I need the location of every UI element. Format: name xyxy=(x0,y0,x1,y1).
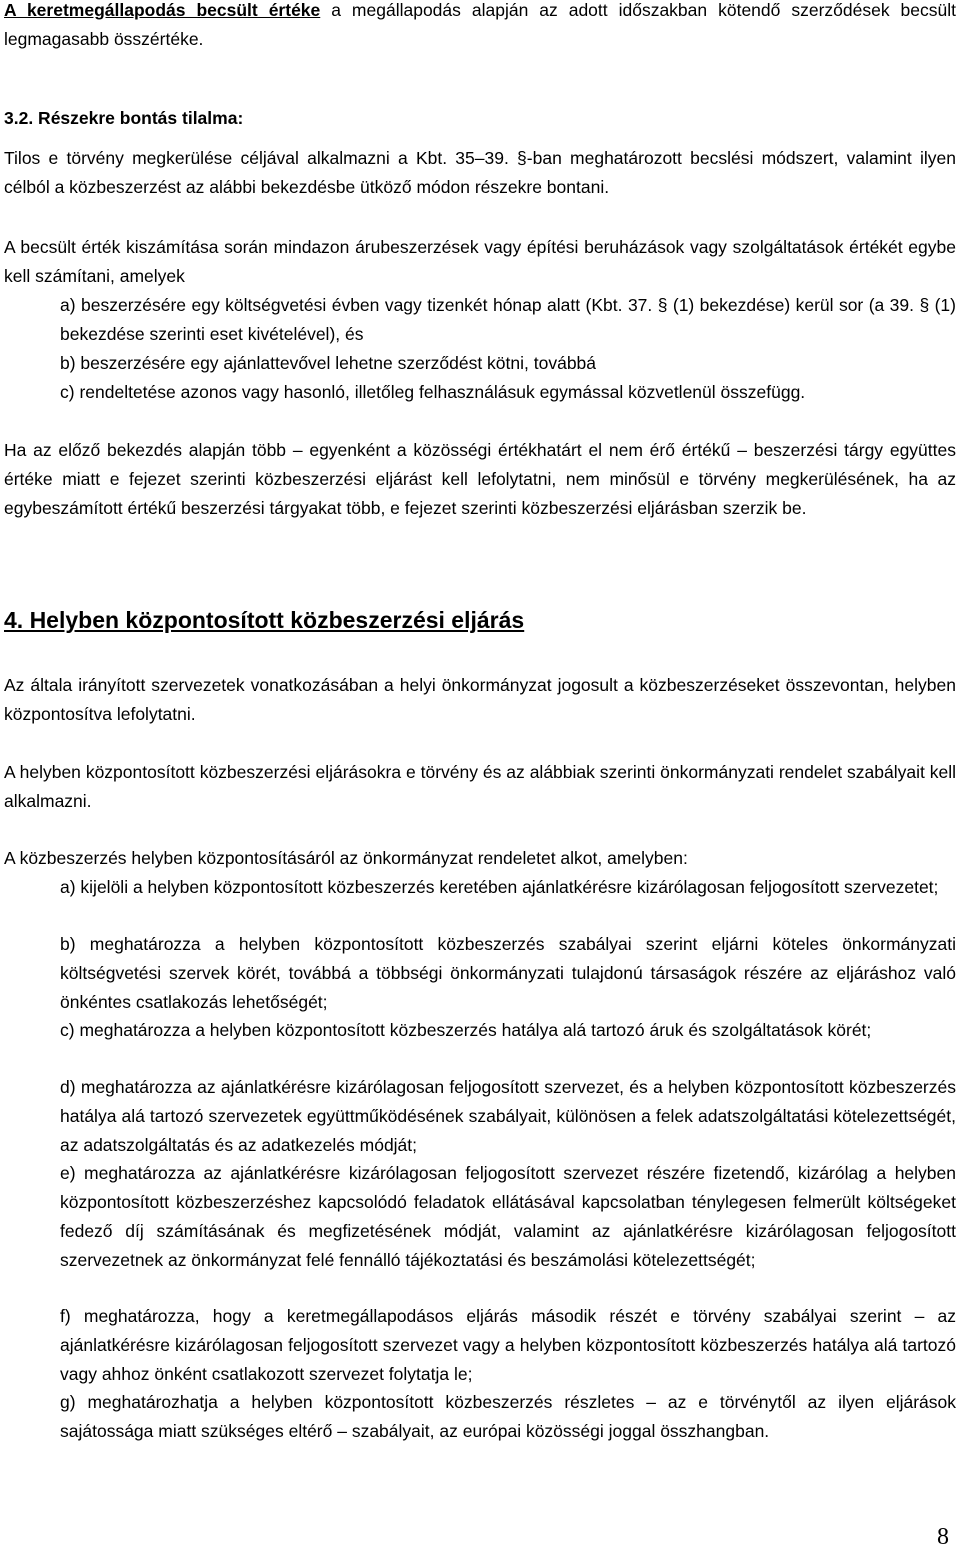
chapter-heading: 4. Helyben központosított közbeszerzési eljárás xyxy=(4,607,525,633)
decree-item-d: d) meghatározza az ajánlatkérésre kizárólagosan feljogosított szervezet, és a helyben központosított közbeszerzés hatálya alá tartozó szervezetek együttműködésének szabályait, különösen a felek adatszolgáltatási kötelezettségét, az adatszolgáltatás és az adatkezelés módját; xyxy=(60,1077,956,1155)
decree-item-c: c) meghatározza a helyben központosított közbeszerzés hatálya alá tartozó áruk és szolgáltatások körét; xyxy=(60,1020,872,1040)
defined-term: A keretmegállapodás becsült értéke xyxy=(4,0,321,20)
list-item-a: a) beszerzésére egy költségvetési évben vagy tizenkét hónap alatt (Kbt. 37. § (1) bekezdése) kerül sor (a 39. § (1) bekezdése szerinti eset kivételével), és xyxy=(60,295,956,344)
paragraph-framework-value xyxy=(4,0,956,54)
decree-item-a: a) kijelöli a helyben központosított közbeszerzés keretében ajánlatkérésre kizárólagosan feljogosított szervezetet; xyxy=(60,877,939,897)
paragraph-community-threshold: Ha az előző bekezdés alapján több – egyenként a közösségi értékhatárt el nem érő értékű – beszerzési tárgy együttes értéke miatt e fejezet szerinti közbeszerzési eljárást kell lefolytatni, nem minősül e törvény megkerülésének, ha az egybeszámított értékű beszerzési tárgyakat több, e fejezet szerinti közbeszerzési eljárásban szerzik be. xyxy=(4,440,956,518)
list-item-b: b) beszerzésére egy ajánlattevővel lehetne szerződést kötni, továbbá xyxy=(60,353,597,373)
decree-item-g: g) meghatározhatja a helyben központosított közbeszerzés részletes – az e törvénytől az ilyen eljárások sajátossága miatt szükséges eltérő – szabályait, az európai közösségi joggal összhangban. xyxy=(60,1392,956,1441)
page-number: 8 xyxy=(937,1524,949,1550)
paragraph-prohibition: Tilos e törvény megkerülése céljával alkalmazni a Kbt. 35–39. §-ban meghatározott becslési módszert, valamint ilyen célból a közbeszerzést az alábbi bekezdésbe ütköző módon részekre bontani. xyxy=(4,148,956,197)
definition-text: a megállapodás alapján az adott időszakban kötendő szerződések becsült legmagasabb összértéke. xyxy=(4,0,956,49)
decree-item-b: b) meghatározza a helyben központosított közbeszerzés szabályai szerint eljárni köteles önkormányzati költségvetési szervek körét, továbbá a többségi önkormányzati tulajdonú társaságok részére az eljáráshoz való önkéntes csatlakozás lehetőségét; xyxy=(60,934,956,1012)
list-item-c: c) rendeltetése azonos vagy hasonló, illetőleg felhasználásuk egymással közvetlenül összefügg. xyxy=(60,382,806,402)
decree-item-e: e) meghatározza az ajánlatkérésre kizárólagosan feljogosított szervezet részére fizetendő, kizárólag a helyben központosított közbeszerzéshez kapcsolódó feladatok ellátásával kapcsolatban ténylegesen felmerült költségeket fedező díj számításának és megfizetésének módját, valamint az ajánlatkérésre kizárólagosan feljogosított szervezetnek az önkormányzat felé fennálló tájékoztatási és beszámolási kötelezettségét; xyxy=(60,1163,956,1270)
paragraph-applicable-rules: A helyben központosított közbeszerzési eljárásokra e törvény és az alábbiak szerinti önkormányzati rendelet szabályait kell alkalmazni. xyxy=(4,762,956,811)
section-heading: 3.2. Részekre bontás tilalma: xyxy=(4,108,244,128)
paragraph-local-government: Az általa irányított szervezetek vonatkozásában a helyi önkormányzat jogosult a közbeszerzéseket összevontan, helyben központosítva lefolytatni. xyxy=(4,675,956,724)
paragraph-estimated-value: A becsült érték kiszámítása során mindazon árubeszerzések vagy építési beruházások vagy szolgáltatások értékét egybe kell számítani, amelyek xyxy=(4,237,956,286)
decree-item-f: f) meghatározza, hogy a keretmegállapodásos eljárás második részét e törvény szabályai szerint – az ajánlatkérésre kizárólagosan feljogosított szervezet vagy a helyben központosított közbeszerzés hatálya alá tartozó vagy ahhoz önként csatlakozott szervezet folytatja le; xyxy=(60,1306,956,1384)
paragraph-decree-intro: A közbeszerzés helyben központosításáról az önkormányzat rendeletet alkot, amelyben: xyxy=(4,848,688,868)
